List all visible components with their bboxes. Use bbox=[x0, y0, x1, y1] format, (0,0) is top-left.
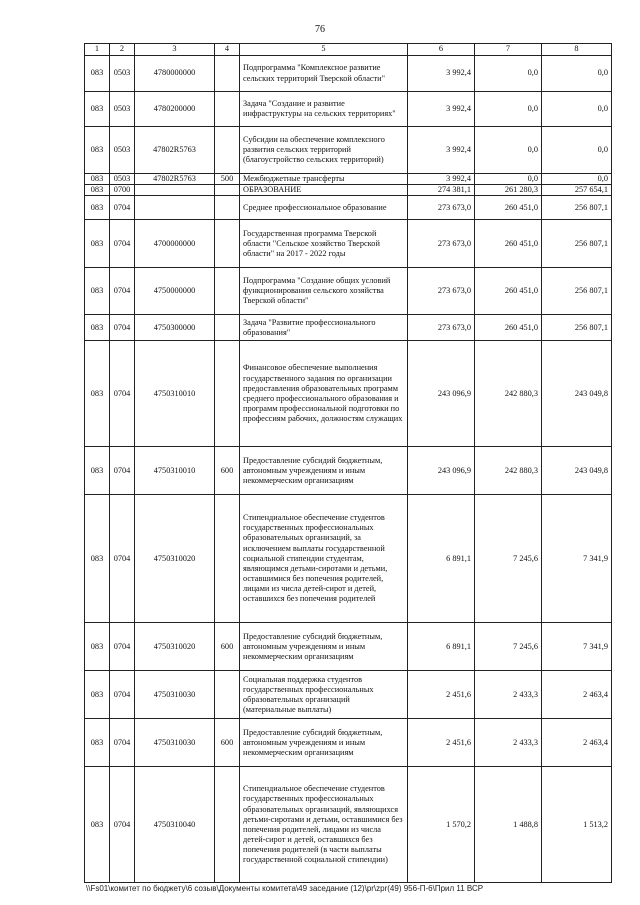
amount-col8: 7 341,9 bbox=[542, 495, 612, 623]
amount-col7: 242 880,3 bbox=[475, 447, 542, 495]
expense-type-code: 600 bbox=[215, 623, 240, 671]
table-row bbox=[85, 623, 612, 671]
ministry-code: 083 bbox=[85, 447, 110, 495]
expense-type-code bbox=[215, 127, 240, 174]
item-name: Стипендиальное обеспечение студентов государственных профессиональных образовательных организаций, за исключением выплаты государственной социальной стипендии студентам, являющимся детьми-сиротами и детьми, оставшимися без попечения родителей, лицами из числа детей-сирот и детей, оставшихся без попечения родителей bbox=[240, 495, 408, 623]
amount-col7: 7 245,6 bbox=[475, 623, 542, 671]
amount-col7: 260 451,0 bbox=[475, 220, 542, 268]
amount-col6: 273 673,0 bbox=[408, 220, 475, 268]
target-article-code: 4780200000 bbox=[135, 92, 215, 127]
amount-col6: 3 992,4 bbox=[408, 127, 475, 174]
item-name: Подпрограмма "Создание общих условий функционирования сельского хозяйства Тверской области" bbox=[240, 268, 408, 315]
section-code: 0704 bbox=[110, 671, 135, 719]
amount-col7: 2 433,3 bbox=[475, 671, 542, 719]
ministry-code: 083 bbox=[85, 671, 110, 719]
item-name: Подпрограмма "Комплексное развитие сельских территорий Тверской области" bbox=[240, 56, 408, 92]
item-name: Задача "Развитие профессионального образования" bbox=[240, 315, 408, 341]
ministry-code: 083 bbox=[85, 220, 110, 268]
amount-col6: 3 992,4 bbox=[408, 174, 475, 185]
table-row bbox=[85, 92, 612, 127]
amount-col6: 2 451,6 bbox=[408, 719, 475, 767]
ministry-code: 083 bbox=[85, 174, 110, 185]
amount-col8: 0,0 bbox=[542, 174, 612, 185]
table-row bbox=[85, 719, 612, 767]
column-header: 6 bbox=[408, 44, 475, 56]
amount-col6: 6 891,1 bbox=[408, 623, 475, 671]
table-row bbox=[85, 447, 612, 495]
amount-col7: 7 245,6 bbox=[475, 495, 542, 623]
ministry-code: 083 bbox=[85, 92, 110, 127]
item-name: Предоставление субсидий бюджетным, автономным учреждениям и иным некоммерческим организациям bbox=[240, 447, 408, 495]
column-header: 3 bbox=[135, 44, 215, 56]
item-name: Задача "Создание и развитие инфраструктуры на сельских территориях" bbox=[240, 92, 408, 127]
table-row bbox=[85, 56, 612, 92]
column-header: 7 bbox=[475, 44, 542, 56]
ministry-code: 083 bbox=[85, 268, 110, 315]
target-article-code: 4750310020 bbox=[135, 495, 215, 623]
section-code: 0704 bbox=[110, 719, 135, 767]
amount-col8: 0,0 bbox=[542, 127, 612, 174]
column-header: 2 bbox=[110, 44, 135, 56]
amount-col7: 0,0 bbox=[475, 92, 542, 127]
target-article-code: 47802R5763 bbox=[135, 174, 215, 185]
ministry-code: 083 bbox=[85, 767, 110, 883]
item-name: Социальная поддержка студентов государственных профессиональных образовательных организаций (материальные выплаты) bbox=[240, 671, 408, 719]
amount-col7: 0,0 bbox=[475, 56, 542, 92]
column-header: 4 bbox=[215, 44, 240, 56]
ministry-code: 083 bbox=[85, 719, 110, 767]
amount-col6: 3 992,4 bbox=[408, 56, 475, 92]
target-article-code: 4750310020 bbox=[135, 623, 215, 671]
section-code: 0503 bbox=[110, 56, 135, 92]
amount-col8: 256 807,1 bbox=[542, 220, 612, 268]
expense-type-code bbox=[215, 196, 240, 220]
table-row bbox=[85, 767, 612, 883]
column-header: 5 bbox=[240, 44, 408, 56]
expense-type-code bbox=[215, 185, 240, 196]
item-name: Предоставление субсидий бюджетным, автономным учреждениям и иным некоммерческим организациям bbox=[240, 623, 408, 671]
amount-col7: 261 280,3 bbox=[475, 185, 542, 196]
table-row bbox=[85, 268, 612, 315]
ministry-code: 083 bbox=[85, 56, 110, 92]
section-code: 0704 bbox=[110, 315, 135, 341]
target-article-code: 4750300000 bbox=[135, 315, 215, 341]
target-article-code bbox=[135, 196, 215, 220]
amount-col7: 2 433,3 bbox=[475, 719, 542, 767]
target-article-code: 4750310010 bbox=[135, 447, 215, 495]
column-number-row bbox=[85, 44, 612, 56]
column-header: 8 bbox=[542, 44, 612, 56]
amount-col6: 273 673,0 bbox=[408, 268, 475, 315]
amount-col6: 2 451,6 bbox=[408, 671, 475, 719]
section-code: 0704 bbox=[110, 268, 135, 315]
amount-col7: 242 880,3 bbox=[475, 341, 542, 447]
target-article-code: 4750310010 bbox=[135, 341, 215, 447]
amount-col8: 7 341,9 bbox=[542, 623, 612, 671]
amount-col8: 257 654,1 bbox=[542, 185, 612, 196]
footer-file-path: \\Fs01\комитет по бюджету\6 созыв\Документы комитета\49 заседание (12)\pr\zpr(49) 956-П-6\Прил 11 ВСР bbox=[86, 884, 484, 893]
ministry-code: 083 bbox=[85, 341, 110, 447]
table-row bbox=[85, 495, 612, 623]
section-code: 0704 bbox=[110, 447, 135, 495]
expense-type-code bbox=[215, 341, 240, 447]
table-row bbox=[85, 196, 612, 220]
expense-type-code bbox=[215, 268, 240, 315]
table-row bbox=[85, 671, 612, 719]
item-name: Субсидии на обеспечение комплексного развития сельских территорий (благоустройство сельских территорий) bbox=[240, 127, 408, 174]
amount-col8: 2 463,4 bbox=[542, 671, 612, 719]
amount-col6: 274 381,1 bbox=[408, 185, 475, 196]
expense-type-code bbox=[215, 220, 240, 268]
budget-table bbox=[84, 43, 612, 883]
ministry-code: 083 bbox=[85, 623, 110, 671]
amount-col6: 6 891,1 bbox=[408, 495, 475, 623]
amount-col7: 1 488,8 bbox=[475, 767, 542, 883]
section-code: 0503 bbox=[110, 174, 135, 185]
section-code: 0503 bbox=[110, 127, 135, 174]
amount-col8: 0,0 bbox=[542, 92, 612, 127]
target-article-code: 4750000000 bbox=[135, 268, 215, 315]
table-row bbox=[85, 220, 612, 268]
amount-col8: 2 463,4 bbox=[542, 719, 612, 767]
page-number: 76 bbox=[315, 24, 325, 35]
amount-col7: 260 451,0 bbox=[475, 315, 542, 341]
amount-col6: 1 570,2 bbox=[408, 767, 475, 883]
table-row bbox=[85, 127, 612, 174]
amount-col8: 243 049,8 bbox=[542, 341, 612, 447]
expense-type-code: 500 bbox=[215, 174, 240, 185]
table-row bbox=[85, 341, 612, 447]
amount-col7: 0,0 bbox=[475, 127, 542, 174]
item-name: ОБРАЗОВАНИЕ bbox=[240, 185, 408, 196]
expense-type-code bbox=[215, 56, 240, 92]
section-code: 0704 bbox=[110, 341, 135, 447]
item-name: Финансовое обеспечение выполнения государственного задания по организации предоставления образовательных программ среднего профессионального образования и программ профессиональной подготовки по профессиям рабочих, должностям служащих bbox=[240, 341, 408, 447]
table-row bbox=[85, 185, 612, 196]
target-article-code: 47802R5763 bbox=[135, 127, 215, 174]
expense-type-code bbox=[215, 92, 240, 127]
target-article-code: 4750310030 bbox=[135, 671, 215, 719]
ministry-code: 083 bbox=[85, 196, 110, 220]
ministry-code: 083 bbox=[85, 495, 110, 623]
amount-col6: 273 673,0 bbox=[408, 315, 475, 341]
section-code: 0700 bbox=[110, 185, 135, 196]
expense-type-code bbox=[215, 767, 240, 883]
expense-type-code bbox=[215, 495, 240, 623]
table-row bbox=[85, 174, 612, 185]
section-code: 0704 bbox=[110, 495, 135, 623]
amount-col8: 256 807,1 bbox=[542, 315, 612, 341]
amount-col7: 260 451,0 bbox=[475, 268, 542, 315]
expense-type-code: 600 bbox=[215, 447, 240, 495]
amount-col6: 243 096,9 bbox=[408, 447, 475, 495]
amount-col6: 243 096,9 bbox=[408, 341, 475, 447]
amount-col8: 243 049,8 bbox=[542, 447, 612, 495]
target-article-code bbox=[135, 185, 215, 196]
target-article-code: 4700000000 bbox=[135, 220, 215, 268]
item-name: Среднее профессиональное образование bbox=[240, 196, 408, 220]
table-row bbox=[85, 315, 612, 341]
amount-col6: 273 673,0 bbox=[408, 196, 475, 220]
target-article-code: 4780000000 bbox=[135, 56, 215, 92]
section-code: 0704 bbox=[110, 623, 135, 671]
column-header: 1 bbox=[85, 44, 110, 56]
section-code: 0704 bbox=[110, 220, 135, 268]
expense-type-code: 600 bbox=[215, 719, 240, 767]
amount-col8: 256 807,1 bbox=[542, 268, 612, 315]
amount-col7: 0,0 bbox=[475, 174, 542, 185]
expense-type-code bbox=[215, 671, 240, 719]
ministry-code: 083 bbox=[85, 185, 110, 196]
ministry-code: 083 bbox=[85, 127, 110, 174]
section-code: 0704 bbox=[110, 196, 135, 220]
item-name: Стипендиальное обеспечение студентов государственных профессиональных образовательных организаций, являющихся детьми-сиротами и детьми, оставшимися без попечения родителей, лицами из числа детей-сирот и детей, оставшихся без попечения родителей (в части выплаты государственной социальной стипендии) bbox=[240, 767, 408, 883]
amount-col8: 1 513,2 bbox=[542, 767, 612, 883]
item-name: Предоставление субсидий бюджетным, автономным учреждениям и иным некоммерческим организациям bbox=[240, 719, 408, 767]
amount-col6: 3 992,4 bbox=[408, 92, 475, 127]
amount-col8: 0,0 bbox=[542, 56, 612, 92]
target-article-code: 4750310040 bbox=[135, 767, 215, 883]
item-name: Межбюджетные трансферты bbox=[240, 174, 408, 185]
target-article-code: 4750310030 bbox=[135, 719, 215, 767]
amount-col7: 260 451,0 bbox=[475, 196, 542, 220]
section-code: 0704 bbox=[110, 767, 135, 883]
expense-type-code bbox=[215, 315, 240, 341]
ministry-code: 083 bbox=[85, 315, 110, 341]
amount-col8: 256 807,1 bbox=[542, 196, 612, 220]
item-name: Государственная программа Тверской области "Сельское хозяйство Тверской области" на 2017 - 2022 годы bbox=[240, 220, 408, 268]
section-code: 0503 bbox=[110, 92, 135, 127]
